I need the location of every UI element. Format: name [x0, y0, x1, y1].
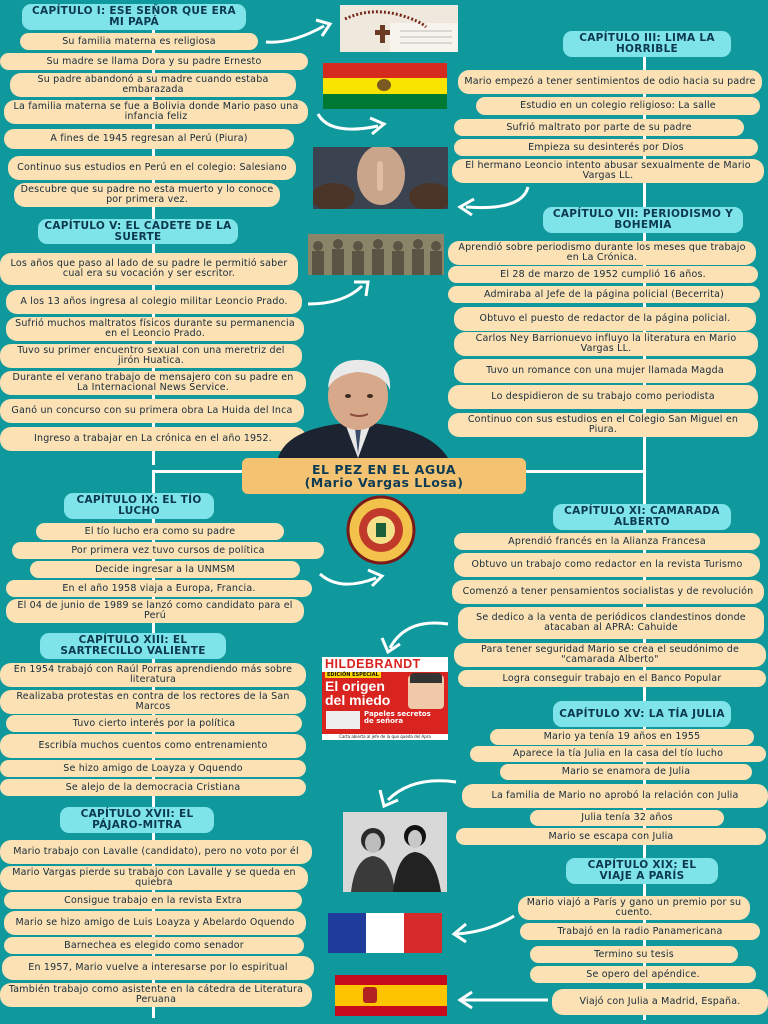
- military-cadets-photo: [308, 234, 444, 275]
- ch5-item: A los 13 años ingresa al colegio militar Leoncio Prado.: [6, 290, 302, 314]
- ch11-item: Se dedico a la venta de periódicos clandestinos donde atacaban al APRA: Cahuide: [458, 607, 764, 639]
- ch7-item: Admiraba al Jefe de la página policial (Becerrita): [448, 286, 760, 303]
- ch7-item: Carlos Ney Barrionuevo influyo la literatura en Mario Vargas LL.: [454, 332, 758, 356]
- magazine-subheadline: Papeles secretos de señora: [364, 710, 431, 725]
- magazine-edition: EDICIÓN ESPECIAL: [327, 672, 379, 678]
- ch13-item: Realizaba protestas en contra de los rectores de la San Marcos: [0, 690, 306, 714]
- ch3-item: Mario empezó a tener sentimientos de odio hacia su padre: [458, 70, 762, 94]
- ch5-item: Tuvo su primer encuentro sexual con una meretriz del jirón Huatica.: [0, 344, 302, 368]
- ch1-item: A fines de 1945 regresan al Perú (Piura): [4, 129, 294, 149]
- ch15-item: Julia tenía 32 años: [530, 810, 724, 826]
- arrow-ch3-to-photo: [452, 183, 534, 215]
- ch1-item: Su familia materna es religiosa: [20, 33, 258, 50]
- ch3-item: Sufrió maltrato por parte de su padre: [454, 119, 744, 136]
- france-flag-icon: [328, 913, 442, 953]
- ch19-item: Trabajó en la radio Panamericana: [520, 923, 760, 940]
- ch13-item: En 1954 trabajó con Raúl Porras aprendiendo más sobre literatura: [0, 663, 306, 687]
- page-title-line2: (Mario Vargas LLosa): [304, 475, 464, 490]
- ch13-item: Escribía muchos cuentos como entrenamiento: [0, 734, 306, 758]
- ch19-item: Termino su tesis: [530, 946, 738, 963]
- ch17-item: Mario trabajo con Lavalle (candidato), pero no voto por él: [0, 840, 312, 864]
- ch17-item: Mario Vargas pierde su trabajo con Lavalle y se queda en quiebra: [0, 866, 308, 890]
- ch1-item: Su madre se llama Dora y su padre Ernesto: [0, 53, 308, 70]
- ch13-item: Se alejo de la democracia Cristiana: [0, 779, 306, 796]
- ch13-item: Tuvo cierto interés por la política: [6, 715, 302, 732]
- arrow-ch5-to-cadets: [304, 276, 376, 308]
- ch15-item: La familia de Mario no aprobó la relación con Julia: [462, 784, 768, 808]
- ch19-item: Viajó con Julia a Madrid, España.: [552, 989, 768, 1015]
- ch7-item: El 28 de marzo de 1952 cumplió 16 años.: [448, 266, 758, 283]
- chapter-1-title: CAPÍTULO I: ESE SEÑOR QUE ERA MI PAPÁ: [22, 4, 246, 30]
- ch7-item: Obtuvo el puesto de redactor de la página policial.: [454, 307, 756, 331]
- ch19-item: Mario viajó a París y gano un premio por su cuento.: [518, 896, 750, 920]
- rosary-image: [340, 5, 458, 52]
- ch7-item: Aprendió sobre periodismo durante los meses que trabajo en La Crónica.: [448, 241, 756, 265]
- ch9-item: El tío lucho era como su padre: [36, 523, 284, 540]
- ch13-item: Se hizo amigo de Loayza y Oquendo: [0, 760, 306, 777]
- ch1-item: Su padre abandonó a su madre cuando estaba embarazada: [10, 73, 296, 97]
- chapter-13-title: CAPÍTULO XIII: EL SARTRECILLO VALIENTE: [40, 633, 226, 659]
- silence-photo: [313, 147, 448, 209]
- ch15-item: Aparece la tía Julia en la casa del tío lucho: [470, 746, 766, 762]
- arrow-ch19-to-france: [448, 912, 518, 942]
- ch3-item: Estudio en un colegio religioso: La salle: [476, 97, 760, 115]
- magazine-headline-2: del miedo: [325, 692, 391, 708]
- ch17-item: En 1957, Mario vuelve a interesarse por lo espiritual: [2, 956, 314, 980]
- ch9-item: En el año 1958 viaja a Europa, Francia.: [6, 580, 312, 597]
- bolivia-flag-icon: [323, 63, 447, 109]
- chapter-9-title: CAPÍTULO IX: EL TÍO LUCHO: [64, 493, 214, 519]
- magazine-cover: [322, 657, 448, 740]
- ch1-item: Continuo sus estudios en Perú en el colegio: Salesiano: [8, 156, 296, 180]
- chapter-7-title: CAPÍTULO VII: PERIODISMO Y BOHEMIA: [543, 207, 743, 233]
- ch11-item: Comenzó a tener pensamientos socialistas y de revolución: [452, 580, 764, 604]
- ch9-item: Decide ingresar a la UNMSM: [30, 561, 300, 578]
- ch11-item: Logra conseguir trabajo en el Banco Popular: [458, 670, 766, 687]
- unmsm-seal-icon: [330, 495, 432, 565]
- ch11-item: Para tener seguridad Mario se crea el seudónimo de "camarada Alberto": [454, 643, 766, 667]
- ch5-item: Ingreso a trabajar en La crónica en el año 1952.: [0, 427, 306, 451]
- ch5-item: Durante el verano trabajo de mensajero con su padre en La Internacional News Service.: [0, 371, 306, 395]
- ch19-item: Se opero del apéndice.: [530, 966, 756, 983]
- magazine-headline-1: El origen: [325, 678, 385, 694]
- arrow-ch1-to-rosary: [262, 14, 338, 48]
- spain-flag-icon: [335, 975, 447, 1016]
- couple-photo: [343, 812, 447, 892]
- magazine-brand: HILDEBRANDT: [322, 657, 448, 672]
- ch1-item: Descubre que su padre no esta muerto y lo conoce por primera vez.: [14, 183, 280, 207]
- arrow-ch15-to-photo: [372, 776, 460, 810]
- ch1-item: La familia materna se fue a Bolivia donde Mario paso una infancia feliz: [4, 100, 308, 124]
- ch9-item: El 04 de junio de 1989 se lanzó como candidato para el Perú: [6, 599, 304, 623]
- ch3-item: Empieza su desinterés por Dios: [454, 139, 758, 156]
- ch17-item: Mario se hizo amigo de Luis Loayza y Abelardo Oquendo: [4, 911, 306, 935]
- arrow-ch9-to-seal: [316, 562, 388, 592]
- ch5-item: Los años que paso al lado de su padre le permitió saber cual era su vocación y ser escritor.: [0, 253, 298, 285]
- page-title-line1: EL PEZ EN EL AGUA: [311, 462, 457, 477]
- ch11-item: Obtuvo un trabajo como redactor en la revista Turismo: [454, 553, 760, 577]
- chapter-3-title: CAPÍTULO III: LIMA LA HORRIBLE: [563, 31, 731, 57]
- ch7-item: Continuo con sus estudios en el Colegio San Miguel en Piura.: [448, 413, 758, 437]
- page-title: [242, 458, 526, 494]
- arrow-ch19-to-spain: [452, 990, 552, 1010]
- ch15-item: Mario se escapa con Julia: [456, 828, 766, 845]
- arrow-bolivia: [314, 108, 388, 138]
- author-portrait: [258, 354, 458, 458]
- ch3-item: El hermano Leoncio intento abusar sexualmente de Mario Vargas LL.: [452, 159, 764, 183]
- ch17-item: También trabajo como asistente en la cátedra de Literatura Peruana: [0, 983, 312, 1007]
- chapter-19-title: CAPÍTULO XIX: EL VIAJE A PARÍS: [566, 858, 718, 884]
- chapter-15-title: CAPÍTULO XV: LA TÍA JULIA: [553, 701, 731, 727]
- ch7-item: Lo despidieron de su trabajo como periodista: [448, 385, 758, 409]
- chapter-5-title: CAPÍTULO V: EL CADETE DE LA SUERTE: [38, 219, 238, 244]
- chapter-17-title: CAPÍTULO XVII: EL PÁJARO-MITRA: [60, 807, 214, 833]
- arrow-ch11-to-magazine: [376, 618, 452, 658]
- ch5-item: Ganó un concurso con su primera obra La Huida del Inca: [0, 399, 304, 423]
- ch9-item: Por primera vez tuvo cursos de política: [12, 542, 324, 559]
- magazine-footer: Carta abierta al jefe de la que queda del Apra: [322, 734, 448, 740]
- ch5-item: Sufrió muchos maltratos físicos durante su permanencia en el Leoncio Prado.: [6, 317, 304, 341]
- ch11-item: Aprendió francés en la Alianza Francesa: [454, 533, 760, 550]
- ch17-item: Barnechea es elegido como senador: [4, 937, 304, 954]
- ch15-item: Mario ya tenía 19 años en 1955: [490, 729, 754, 745]
- ch17-item: Consigue trabajo en la revista Extra: [4, 892, 302, 909]
- ch15-item: Mario se enamora de Julia: [500, 764, 752, 780]
- chapter-11-title: CAPÍTULO XI: CAMARADA ALBERTO: [553, 504, 731, 530]
- ch7-item: Tuvo un romance con una mujer llamada Magda: [454, 359, 756, 383]
